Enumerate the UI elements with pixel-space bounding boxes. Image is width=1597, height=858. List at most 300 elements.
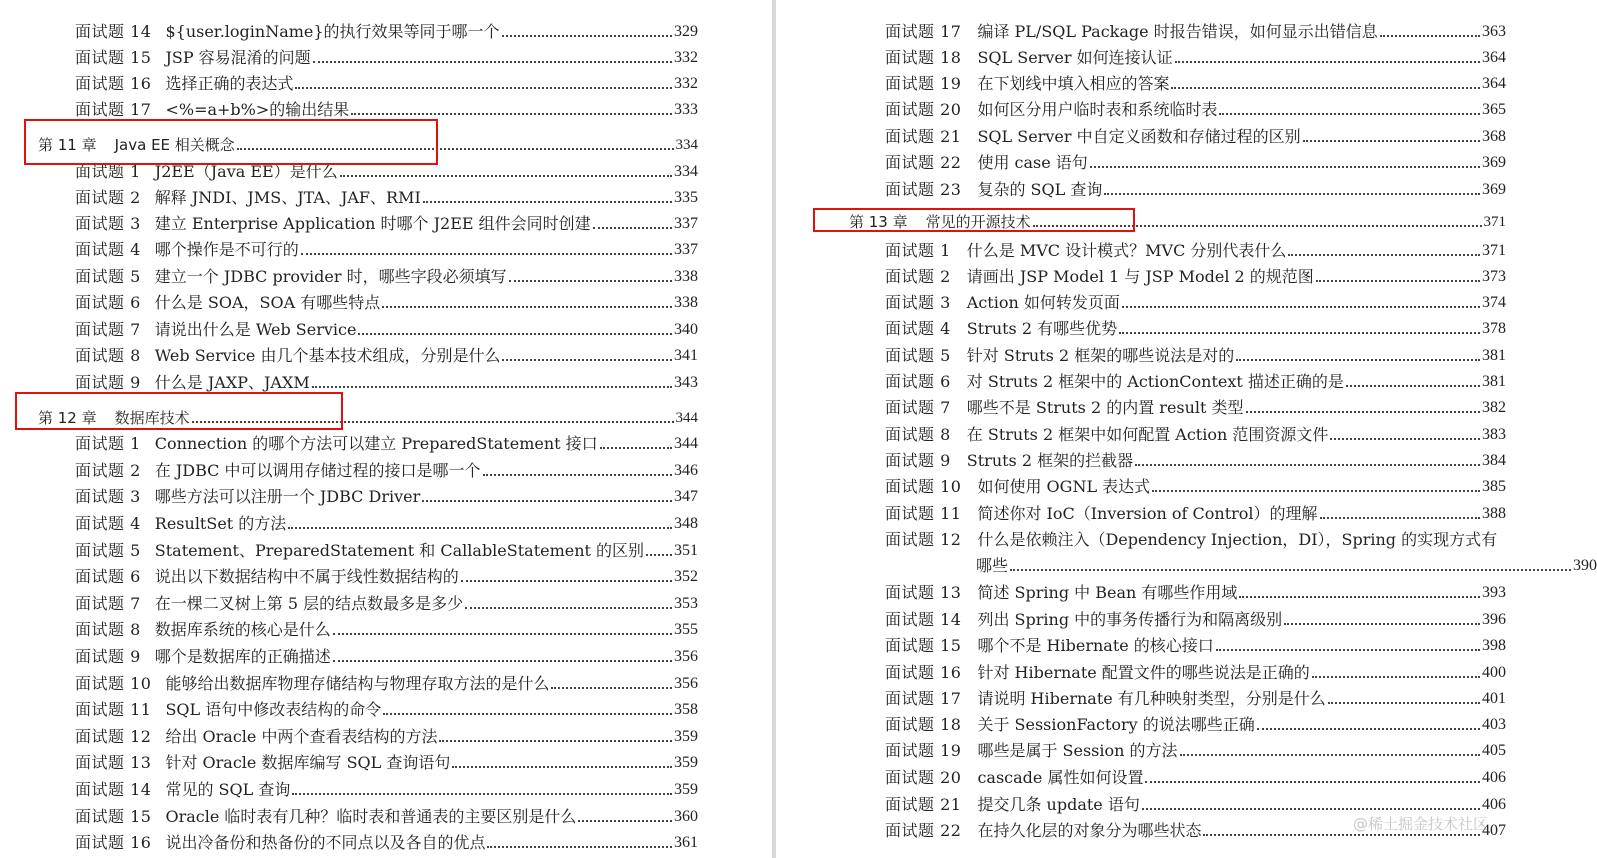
question-number: 面试题 23 (885, 180, 962, 199)
toc-entry[interactable] (75, 514, 698, 534)
question-number: 面试题 6 (75, 293, 141, 312)
question-number: 面试题 7 (75, 594, 141, 613)
question-number: 面试题 12 (885, 530, 962, 549)
question-number: 面试题 8 (75, 346, 141, 365)
highlight-box-chapter-13 (813, 208, 1135, 232)
entry-title: 简述 Spring 中 Bean 有哪些作用域 (977, 583, 1238, 602)
entry-title: 说出冷备份和热备份的不同点以及各自的优点 (165, 833, 486, 852)
question-number: 面试题 3 (885, 293, 951, 312)
entry-title: 能够给出数据库物理存储结构与物理存取方法的是什么 (165, 674, 550, 693)
entry-title: 哪些不是 Struts 2 的内置 result 类型 (966, 398, 1244, 417)
page-number: 364 (1482, 75, 1506, 92)
leader-dots (646, 554, 672, 556)
question-number: 面试题 18 (885, 715, 962, 734)
toc-entry[interactable] (75, 320, 698, 340)
question-number: 面试题 2 (75, 461, 141, 480)
page-number: 356 (674, 648, 698, 665)
leader-dots (1257, 728, 1480, 730)
leader-dots (313, 61, 672, 63)
toc-entry[interactable] (75, 780, 698, 800)
leader-dots (1135, 464, 1480, 466)
entry-title: 针对 Hibernate 配置文件的哪些说法是正确的 (977, 663, 1310, 682)
page-number: 384 (1482, 452, 1506, 469)
entry-title: 对 Struts 2 框架中的 ActionContext 描述正确的是 (966, 372, 1344, 391)
entry-title: Web Service 由几个基本技术组成，分别是什么 (154, 346, 501, 365)
question-number: 面试题 5 (75, 267, 141, 286)
question-number: 面试题 3 (75, 487, 141, 506)
question-number: 面试题 2 (885, 267, 951, 286)
toc-entry[interactable] (75, 373, 698, 393)
leader-dots (461, 580, 672, 582)
page-number: 382 (1482, 399, 1506, 416)
toc-entry[interactable] (885, 741, 1506, 761)
toc-entry[interactable] (75, 293, 698, 313)
question-number: 面试题 16 (75, 833, 152, 852)
entry-title: 选择正确的表达式 (165, 74, 294, 93)
toc-entry[interactable] (75, 647, 698, 667)
leader-dots (1171, 87, 1480, 89)
page-number: 385 (1482, 478, 1506, 495)
entry-title: 针对 Oracle 数据库编写 SQL 查询语句 (165, 753, 451, 772)
page-number: 373 (1482, 268, 1506, 285)
page-number: 340 (674, 321, 698, 338)
page-number: 338 (674, 294, 698, 311)
toc-page-right (776, 0, 1597, 858)
entry-title: 如何区分用户临时表和系统临时表 (977, 100, 1218, 119)
leader-dots (1122, 306, 1480, 308)
question-number: 面试题 9 (75, 647, 141, 666)
leader-dots (383, 713, 672, 715)
toc-entry[interactable] (75, 22, 698, 42)
page-number: 344 (674, 435, 698, 452)
page-number: 329 (674, 23, 698, 40)
page-number: 332 (674, 49, 698, 66)
question-number: 面试题 8 (885, 425, 951, 444)
page-number: 369 (1482, 181, 1506, 198)
toc-entry[interactable] (75, 594, 698, 614)
question-number: 面试题 22 (885, 153, 962, 172)
leader-dots (1010, 569, 1571, 571)
question-number: 面试题 15 (75, 807, 152, 826)
toc-entry[interactable] (885, 48, 1506, 68)
question-number: 面试题 6 (75, 567, 141, 586)
leader-dots (1119, 332, 1480, 334)
question-number: 面试题 4 (885, 319, 951, 338)
leader-dots (551, 687, 672, 689)
page-number: 355 (674, 621, 698, 638)
leader-dots (1236, 359, 1480, 361)
page-number: 371 (1482, 242, 1506, 259)
leader-dots (1246, 411, 1480, 413)
question-number: 面试题 16 (885, 663, 962, 682)
page-number: 341 (674, 347, 698, 364)
leader-dots (292, 793, 672, 795)
page-number: 400 (1482, 664, 1506, 681)
page-number: 353 (674, 595, 698, 612)
question-number: 面试题 13 (885, 583, 962, 602)
leader-dots (578, 820, 672, 822)
page-number: 332 (674, 75, 698, 92)
page-number: 378 (1482, 320, 1506, 337)
page-number: 403 (1482, 716, 1506, 733)
leader-dots (1142, 808, 1480, 810)
leader-dots (333, 660, 672, 662)
question-number: 面试题 1 (75, 162, 141, 181)
page-number: 337 (674, 215, 698, 232)
toc-entry[interactable] (885, 293, 1506, 313)
question-number: 面试题 7 (885, 398, 951, 417)
page-number: 359 (674, 781, 698, 798)
leader-dots (1380, 35, 1480, 37)
chapter-title: 数据库技术 (114, 409, 190, 427)
entry-title: Oracle 临时表有几种？临时表和普通表的主要区别是什么 (165, 807, 577, 826)
entry-title: 数据库系统的核心是什么 (154, 620, 331, 639)
question-number: 面试题 1 (885, 241, 951, 260)
toc-entry[interactable] (885, 663, 1506, 683)
page-number: 365 (1482, 101, 1506, 118)
leader-dots (1216, 649, 1480, 651)
entry-title: <%=a+b%>的输出结果 (165, 100, 350, 119)
toc-entry[interactable] (885, 319, 1506, 339)
entry-title: Struts 2 框架的拦截器 (966, 451, 1134, 470)
page-number: 359 (674, 754, 698, 771)
page-number: 337 (674, 241, 698, 258)
page-number: 368 (1482, 128, 1506, 145)
page-number: 393 (1482, 584, 1506, 601)
question-number: 面试题 17 (75, 100, 152, 119)
highlight-box-chapter-11 (24, 119, 438, 165)
entry-title: 请画出 JSP Model 1 与 JSP Model 2 的规范图 (966, 267, 1314, 286)
entry-title: ${user.loginName}的执行效果等同于哪一个 (165, 22, 500, 41)
page-number: 356 (674, 675, 698, 692)
toc-entry[interactable] (885, 451, 1506, 471)
toc-entry[interactable] (75, 214, 698, 234)
entry-title: 使用 case 语句 (977, 153, 1088, 172)
question-number: 面试题 14 (75, 22, 152, 41)
leader-dots (1180, 754, 1480, 756)
question-number: 面试题 22 (885, 821, 962, 840)
page-number: 383 (1482, 426, 1506, 443)
question-number: 面试题 13 (75, 753, 152, 772)
leader-dots (439, 740, 672, 742)
question-number: 面试题 20 (885, 100, 962, 119)
leader-dots (452, 766, 672, 768)
toc-entry[interactable] (75, 74, 698, 94)
chapter-number: 第 11 章 (38, 136, 97, 154)
page-number: 390 (1573, 557, 1597, 574)
entry-title: 解释 JNDI、JMS、JTA、JAF、RMI (154, 188, 421, 207)
entry-title: cascade 属性如何设置 (977, 768, 1144, 787)
page-number: 334 (675, 137, 698, 153)
page-number: 360 (674, 808, 698, 825)
toc-entry[interactable] (75, 674, 698, 694)
question-number: 面试题 17 (885, 22, 962, 41)
entry-title: 列出 Spring 中的事务传播行为和隔离级别 (977, 610, 1283, 629)
entry-title: SQL 语句中修改表结构的命令 (165, 700, 382, 719)
entry-title: 常见的 SQL 查询 (165, 780, 291, 799)
leader-dots (312, 386, 672, 388)
toc-entry[interactable] (75, 700, 698, 720)
leader-dots (1090, 166, 1480, 168)
entry-title: SQL Server 如何连接认证 (977, 48, 1173, 67)
entry-title: 说出以下数据结构中不属于线性数据结构的 (154, 567, 459, 586)
page-number: 346 (674, 462, 698, 479)
question-number: 面试题 20 (885, 768, 962, 787)
question-number: 面试题 18 (885, 48, 962, 67)
toc-entry[interactable] (75, 620, 698, 640)
leader-dots (1152, 490, 1480, 492)
page-number: 335 (674, 189, 698, 206)
page-number: 398 (1482, 637, 1506, 654)
toc-entry[interactable] (75, 487, 698, 507)
question-number: 面试题 5 (885, 346, 951, 365)
leader-dots (295, 87, 672, 89)
leader-dots (351, 113, 672, 115)
question-number: 面试题 11 (75, 700, 152, 719)
leader-dots (1303, 140, 1480, 142)
entry-title: Struts 2 有哪些优势 (966, 319, 1118, 338)
leader-dots (1288, 254, 1480, 256)
entry-title: 在一棵二叉树上第 5 层的结点数最多是多少 (154, 594, 464, 613)
entry-title: 建立 Enterprise Application 时哪个 J2EE 组件会同时创建 (154, 214, 591, 233)
leader-dots (600, 447, 672, 449)
leader-dots (1219, 113, 1480, 115)
leader-dots (483, 474, 673, 476)
toc-entry[interactable] (75, 267, 698, 287)
page-number: 381 (1482, 373, 1506, 390)
leader-dots (593, 227, 672, 229)
toc-entry[interactable] (885, 22, 1506, 42)
toc-entry[interactable] (885, 504, 1506, 524)
entry-title: 什么是 SOA，SOA 有哪些特点 (154, 293, 381, 312)
leader-dots (487, 846, 672, 848)
page-number: 381 (1482, 347, 1506, 364)
question-number: 面试题 4 (75, 240, 141, 259)
page-number: 333 (674, 101, 698, 118)
entry-title: 哪个不是 Hibernate 的核心接口 (977, 636, 1214, 655)
leader-dots (333, 633, 672, 635)
page-number: 374 (1482, 294, 1506, 311)
toc-entry[interactable] (885, 610, 1506, 630)
page-number: 396 (1482, 611, 1506, 628)
page-number: 334 (674, 163, 698, 180)
highlight-box-chapter-12 (15, 392, 343, 430)
toc-entry[interactable] (885, 398, 1506, 418)
entry-title: 哪个是数据库的正确描述 (154, 647, 331, 666)
question-number: 面试题 12 (75, 727, 152, 746)
toc-entry[interactable] (75, 753, 698, 773)
entry-title: 编译 PL/SQL Package 时报告错误，如何显示出错信息 (977, 22, 1378, 41)
entry-title: 建立一个 JDBC provider 时，哪些字段必须填写 (154, 267, 507, 286)
question-number: 面试题 19 (885, 74, 962, 93)
entry-title: SQL Server 中自定义函数和存储过程的区别 (977, 127, 1301, 146)
question-number: 面试题 3 (75, 214, 141, 233)
toc-entry[interactable] (885, 153, 1506, 173)
leader-dots (1175, 61, 1480, 63)
question-number: 面试题 14 (75, 780, 152, 799)
page-number: 371 (1483, 214, 1506, 230)
toc-entry[interactable] (885, 346, 1506, 366)
entry-title: 关于 SessionFactory 的说法哪些正确 (977, 715, 1255, 734)
toc-entry[interactable] (885, 636, 1506, 656)
toc-entry[interactable] (75, 727, 698, 747)
page-number: 347 (674, 488, 698, 505)
leader-dots (1104, 193, 1480, 195)
toc-entry[interactable] (885, 180, 1506, 200)
toc-entry[interactable] (885, 372, 1506, 392)
toc-entry[interactable] (75, 346, 698, 366)
question-number: 面试题 14 (885, 610, 962, 629)
entry-title: 如何使用 OGNL 表达式 (977, 477, 1151, 496)
entry-title: 什么是 JAXP、JAXM (154, 373, 310, 392)
page-number: 351 (674, 542, 698, 559)
leader-dots (301, 253, 672, 255)
entry-title: ResultSet 的方法 (154, 514, 287, 533)
entry-title: 请说明 Hibernate 有几种映射类型，分别是什么 (977, 689, 1326, 708)
question-number: 面试题 4 (75, 514, 141, 533)
leader-dots (423, 201, 672, 203)
toc-entry[interactable] (885, 267, 1506, 287)
page-number: 338 (674, 268, 698, 285)
page-number: 406 (1482, 796, 1506, 813)
toc-entry[interactable] (885, 715, 1506, 735)
entry-title: 请说出什么是 Web Service (154, 320, 357, 339)
entry-title: 什么是 MVC 设计模式？MVC 分别代表什么 (966, 241, 1287, 260)
question-number: 面试题 21 (885, 795, 962, 814)
leader-dots (1330, 438, 1480, 440)
question-number: 面试题 15 (75, 48, 152, 67)
page-number: 363 (1482, 23, 1506, 40)
toc-entry[interactable] (885, 795, 1506, 815)
leader-dots (1316, 280, 1480, 282)
leader-dots (1239, 596, 1480, 598)
chapter-number: 第 12 章 (38, 409, 97, 427)
toc-entry[interactable] (885, 127, 1506, 147)
question-number: 面试题 5 (75, 541, 141, 560)
entry-title: 简述你对 IoC（Inversion of Control）的理解 (977, 504, 1318, 523)
leader-dots (1346, 385, 1480, 387)
page-number: 361 (674, 834, 698, 851)
entry-title: Action 如何转发页面 (966, 293, 1120, 312)
leader-dots (340, 175, 672, 177)
toc-entry[interactable] (75, 100, 698, 120)
entry-title: 哪些是属于 Session 的方法 (977, 741, 1178, 760)
toc-entry[interactable] (885, 768, 1506, 788)
page-number: 406 (1482, 769, 1506, 786)
question-number: 面试题 21 (885, 127, 962, 146)
toc-entry[interactable] (885, 530, 1506, 550)
chapter-title: Java EE 相关概念 (114, 136, 235, 154)
entry-title: JSP 容易混淆的问题 (165, 48, 311, 67)
entry-title: 提交几条 update 语句 (977, 795, 1140, 814)
entry-title: 针对 Struts 2 框架的哪些说法是对的 (966, 346, 1235, 365)
leader-dots (509, 280, 672, 282)
question-number: 面试题 8 (75, 620, 141, 639)
toc-entry[interactable] (75, 434, 698, 454)
toc-entry[interactable] (885, 241, 1506, 261)
toc-entry[interactable] (75, 162, 698, 182)
page-number: 344 (675, 410, 698, 426)
toc-entry-continuation[interactable] (885, 556, 1597, 576)
page-number: 364 (1482, 49, 1506, 66)
leader-dots (1203, 834, 1480, 836)
leader-dots (465, 607, 672, 609)
chapter-number: 第 13 章 (849, 213, 908, 231)
question-number: 面试题 16 (75, 74, 152, 93)
page-number: 358 (674, 701, 698, 718)
leader-dots (358, 333, 672, 335)
toc-entry[interactable] (75, 567, 698, 587)
page-number: 405 (1482, 742, 1506, 759)
toc-entry[interactable] (75, 188, 698, 208)
toc-entry[interactable] (885, 425, 1506, 445)
entry-title: 复杂的 SQL 查询 (977, 180, 1103, 199)
page-number: 359 (674, 728, 698, 745)
entry-title: 哪些方法可以注册一个 JDBC Driver (154, 487, 421, 506)
question-number: 面试题 15 (885, 636, 962, 655)
leader-dots (1320, 517, 1480, 519)
leader-dots (1145, 781, 1480, 783)
question-number: 面试题 19 (885, 741, 962, 760)
entry-title: Statement、PreparedStatement 和 CallableStatement 的区别 (154, 541, 645, 560)
toc-entry[interactable] (75, 48, 698, 68)
entry-title: 给出 Oracle 中两个查看表结构的方法 (165, 727, 438, 746)
page-number: 343 (674, 374, 698, 391)
question-number: 面试题 9 (885, 451, 951, 470)
page-number: 348 (674, 515, 698, 532)
toc-entry[interactable] (885, 583, 1506, 603)
page-number: 352 (674, 568, 698, 585)
leader-dots (502, 35, 672, 37)
toc-entry[interactable] (885, 74, 1506, 94)
page-number: 401 (1482, 690, 1506, 707)
question-number: 面试题 6 (885, 372, 951, 391)
toc-entry[interactable] (885, 477, 1506, 497)
page-number: 369 (1482, 154, 1506, 171)
question-number: 面试题 11 (885, 504, 962, 523)
chapter-title: 常见的开源技术 (925, 213, 1031, 231)
leader-dots (502, 359, 672, 361)
leader-dots (1312, 676, 1480, 678)
entry-title: J2EE（Java EE）是什么 (154, 162, 338, 181)
toc-entry[interactable] (75, 240, 698, 260)
entry-title-continuation: 哪些 (976, 556, 1009, 575)
entry-title: 什么是依赖注入（Dependency Injection，DI），Spring 的实现方式有 (977, 530, 1498, 549)
entry-title: Connection 的哪个方法可以建立 PreparedStatement 接口 (154, 434, 598, 453)
leader-dots (382, 306, 672, 308)
toc-entry[interactable] (75, 833, 698, 853)
toc-entry[interactable] (885, 689, 1506, 709)
entry-title: 在持久化层的对象分为哪些状态 (977, 821, 1202, 840)
question-number: 面试题 10 (885, 477, 962, 496)
page-number: 388 (1482, 505, 1506, 522)
entry-title: 在下划线中填入相应的答案 (977, 74, 1170, 93)
toc-entry[interactable] (75, 541, 698, 561)
toc-entry[interactable] (75, 807, 698, 827)
question-number: 面试题 7 (75, 320, 141, 339)
toc-entry[interactable] (75, 461, 698, 481)
page-number: 407 (1482, 822, 1506, 839)
leader-dots (1328, 702, 1480, 704)
toc-entry[interactable] (885, 100, 1506, 120)
leader-dots (288, 527, 672, 529)
question-number: 面试题 2 (75, 188, 141, 207)
question-number: 面试题 17 (885, 689, 962, 708)
watermark: @稀土掘金技术社区 (1352, 815, 1488, 833)
entry-title: 哪个操作是不可行的 (154, 240, 299, 259)
leader-dots (1284, 623, 1480, 625)
entry-title: 在 JDBC 中可以调用存储过程的接口是哪一个 (154, 461, 481, 480)
